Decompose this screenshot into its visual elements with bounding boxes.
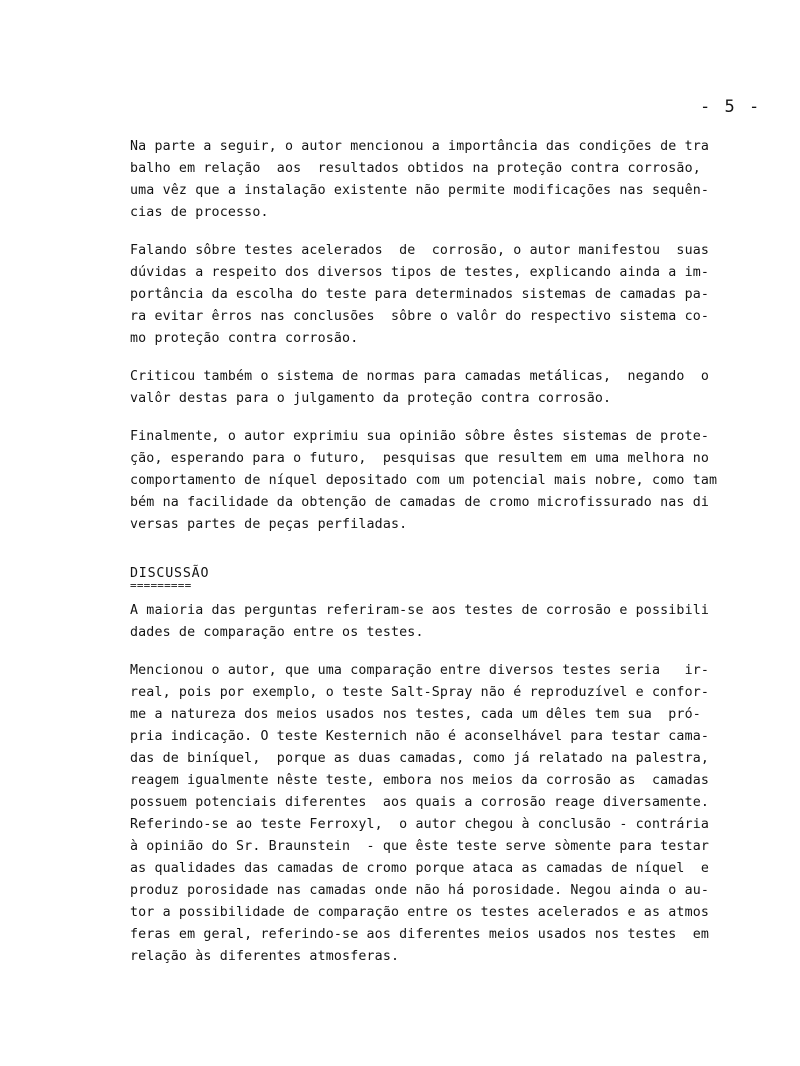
text-line: produz porosidade nas camadas onde não há porosidade. Negou ainda o au- [130, 883, 710, 898]
text-line: as qualidades das camadas de cromo porque ataca as camadas de níquel e [130, 861, 710, 876]
text-line: reagem igualmente nêste teste, embora nos meios da corrosão as camadas [130, 773, 710, 788]
text-line: Referindo-se ao teste Ferroxyl, o autor chegou à conclusão - contrária [130, 817, 710, 832]
text-line: Criticou também o sistema de normas para camadas metálicas, negando o [130, 369, 710, 384]
text-line: A maioria das perguntas referiram-se aos testes de corrosão e possibili [130, 603, 710, 618]
text-line: tor a possibilidade de comparação entre os testes acelerados e as atmos [130, 905, 710, 920]
text-line: Finalmente, o autor exprimiu sua opinião sôbre êstes sistemas de prote- [130, 429, 710, 444]
text-line: Falando sôbre testes acelerados de corrosão, o autor manifestou suas [130, 243, 710, 258]
section-heading: DISCUSSÃO [130, 566, 210, 581]
text-line: Na parte a seguir, o autor mencionou a importância das condições de tra [130, 139, 710, 154]
text-line: dades de comparação entre os testes. [130, 625, 424, 640]
text-line: relação às diferentes atmosferas. [130, 949, 400, 964]
paragraph-accelerated-tests [130, 240, 750, 350]
paragraph-conclusion [130, 426, 750, 536]
paragraph-test-comparison [130, 660, 750, 968]
text-line: cias de processo. [130, 205, 269, 220]
text-line: mo proteção contra corrosão. [130, 331, 359, 346]
paragraph-norms-criticism [130, 366, 750, 410]
text-line: bém na facilidade da obtenção de camadas de cromo microfissurado nas di [130, 495, 710, 510]
text-line: ra evitar êrros nas conclusões sôbre o valôr do respectivo sistema co- [130, 309, 710, 324]
text-line: dúvidas a respeito dos diversos tipos de testes, explicando ainda a im- [130, 265, 710, 280]
text-line: uma vêz que a instalação existente não permite modificações nas sequên- [130, 183, 710, 198]
paragraph-questions [130, 600, 750, 644]
text-line: portância da escolha do teste para determinados sistemas de camadas pa- [130, 287, 710, 302]
text-line: ção, esperando para o futuro, pesquisas que resultem em uma melhora no [130, 451, 710, 466]
text-line: valôr destas para o julgamento da proteção contra corrosão. [130, 391, 612, 406]
text-line: pria indicação. O teste Kesternich não é aconselhável para testar cama- [130, 729, 710, 744]
text-line: me a natureza dos meios usados nos testes, cada um dêles tem sua pró- [130, 707, 701, 722]
page-number: - 5 - [700, 97, 762, 117]
text-line: das de biníquel, porque as duas camadas, como já relatado na palestra, [130, 751, 710, 766]
discussion-section-header [130, 566, 750, 590]
heading-underline: ========= [130, 579, 192, 592]
text-line: balho em relação aos resultados obtidos na proteção contra corrosão, [130, 161, 701, 176]
document-body [130, 136, 750, 984]
text-line: possuem potenciais diferentes aos quais a corrosão reage diversamente. [130, 795, 710, 810]
text-line: real, pois por exemplo, o teste Salt-Spray não é reproduzível e confor- [130, 685, 710, 700]
text-line: à opinião do Sr. Braunstein - que êste teste serve sòmente para testar [130, 839, 710, 854]
text-line: comportamento de níquel depositado com um potencial mais nobre, como tam [130, 473, 718, 488]
paragraph-work-conditions [130, 136, 750, 224]
text-line: Mencionou o autor, que uma comparação entre diversos testes seria ir- [130, 663, 710, 678]
text-line: feras em geral, referindo-se aos diferentes meios usados nos testes em [130, 927, 710, 942]
text-line: versas partes de peças perfiladas. [130, 517, 408, 532]
